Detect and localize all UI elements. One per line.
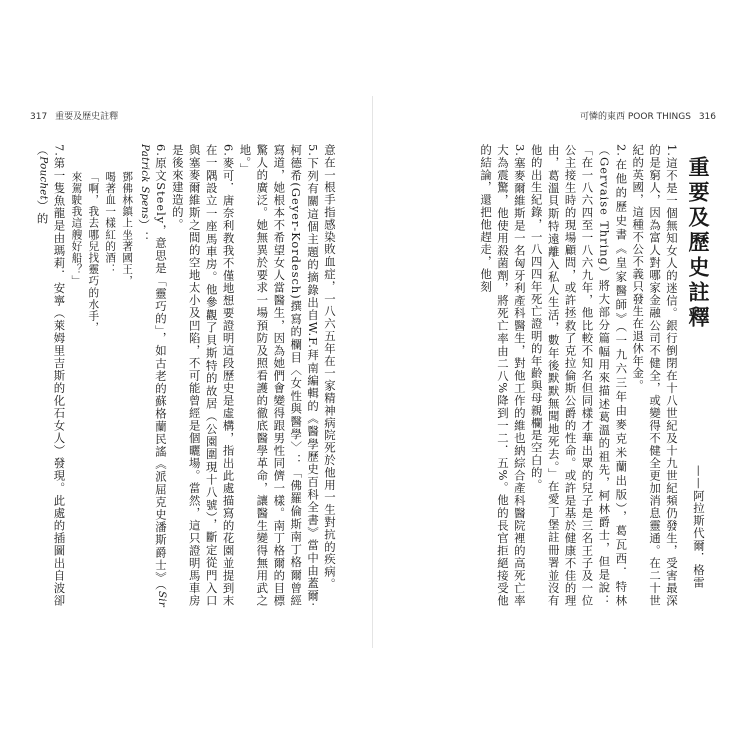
note-6-first <box>169 144 237 607</box>
note-number: 2. <box>614 144 629 157</box>
note-number: 7. <box>52 144 67 157</box>
right-running-title: 可憐的東西 POOR THINGS <box>580 112 691 122</box>
right-page-body <box>418 144 680 607</box>
note-text: 意在一根手指感染敗血症，一八六五年在一家精神病院死於他用一生對抗的疾病。 <box>323 144 337 591</box>
note-latin-name: Pouchet <box>37 156 49 201</box>
verse-line: 「啊，我去哪兒找靈巧的水手， <box>87 170 100 333</box>
page-gutter <box>372 96 373 648</box>
note-5 <box>237 144 322 607</box>
epigraph-attribution: ——阿拉斯代爾．格雷 <box>692 465 706 589</box>
note-number: 6. <box>153 144 168 157</box>
note-7 <box>34 144 68 607</box>
note-text: 塞麥爾維斯是一名匈牙利產科醫生，對他工作的維也納綜合產科醫院裡的高死亡率大為震驚，他使用殺菌劑，將死亡率由二八%降到一二．五%。他的長官拒絕接受他的結論，還把他趕走，他刻 <box>479 144 527 607</box>
left-page <box>22 100 372 645</box>
note-3 <box>477 144 528 607</box>
note-1 <box>629 144 680 607</box>
note-text: 在他的歷史書《皇家醫師》（一九六三年由麥克米蘭出版），葛瓦西．特林（Gervaise Thring）將大部分篇幅用來描述葛溫的祖先，柯林爵士，但是說：「在一八六四至一八六九年，他比較不知名但同樣才華出眾的兒子是三名王子及一位公主接生時的現場顧問，或許拯救了克拉倫斯公爵的性命。或許是基於健康不佳的理由，葛溫貝斯特遠離入私人生活，數年後默默無聞地死去。」在愛丁堡註冊署並沒有他的出生紀錄，一八四四年死亡證明的年齡與母親欄是空白的。 <box>529 144 629 607</box>
note-continuation <box>321 144 338 607</box>
note-text: 原文Steely，意思是「靈巧的」，如古老的蘇格蘭民謠《派屈克史潘斯爵士》（ <box>153 156 168 591</box>
verse-line: 喝著血一樣紅的酒： <box>104 170 117 275</box>
left-page-number: 317 <box>30 112 48 122</box>
note-2 <box>528 144 629 607</box>
verse-line: 來駕駛我這艘好船？」 <box>70 170 83 287</box>
note-number: 6. <box>221 144 236 157</box>
section-title: 重要及歷史註釋 <box>686 156 711 331</box>
note-latin-title: Sir Patrick Spens <box>139 144 167 607</box>
note-6-second <box>135 144 169 607</box>
verse-line: 鄧佛林鎮上坐著國王， <box>121 170 134 287</box>
note-text-after: ）： <box>137 219 152 244</box>
right-running-head <box>575 109 716 122</box>
note-text: 這不是一個無知女人的迷信。銀行倒閉在十八世紀及十九世紀頻仍發生，受害最深的是窮人，因為富人對哪家金融公司不健全，或變得不健全更加消息靈通。在二十世紀的英國，這種不公不義只發生在退休年金。 <box>631 144 679 607</box>
note-number: 3. <box>512 144 527 157</box>
left-running-head <box>30 109 123 122</box>
note-number: 1. <box>665 144 679 157</box>
right-page <box>378 100 728 645</box>
left-running-title: 重要及歷史註釋 <box>55 112 119 122</box>
note-text: 麥可．唐奈利教我不僅地想要證明這段歷史是虛構，指出此處描寫的花園並提到末在一隅設立一座馬車房。他參觀了貝斯特的故居（公園圍現十八號），斷定從門入口與塞麥爾維斯之間的空地太小及凹陷，不可能曾經是個曬場。當然，這只證明馬車房是後來建造的。 <box>170 144 236 607</box>
note-number: 5. <box>306 144 321 157</box>
note-text: 下列有關這個主題的摘錄出自W.F.拜南編輯的《醫學歷史百科全書》當中由蓋爾‧柯德希(Geyer-Kordesch)撰寫的欄目〈女性與醫學〉：「佛羅倫斯南丁格爾曾經寫道，她根本不希望女人當醫生，因為她們會變得跟男性同儕一樣。南丁格爾的目標驚人的廣泛。她無異於要求一場預防及照看護的徹底醫學革命，讓醫生變得無用武之地。」 <box>238 144 321 607</box>
left-page-body <box>35 144 338 607</box>
note-text: 第一隻魚龍是由瑪莉．安寧（萊姆里吉斯的化石女人）發現。此處的插圖出自波卻（ <box>35 144 67 607</box>
note-text-after: ）的 <box>35 200 50 225</box>
right-page-number: 316 <box>698 112 716 122</box>
